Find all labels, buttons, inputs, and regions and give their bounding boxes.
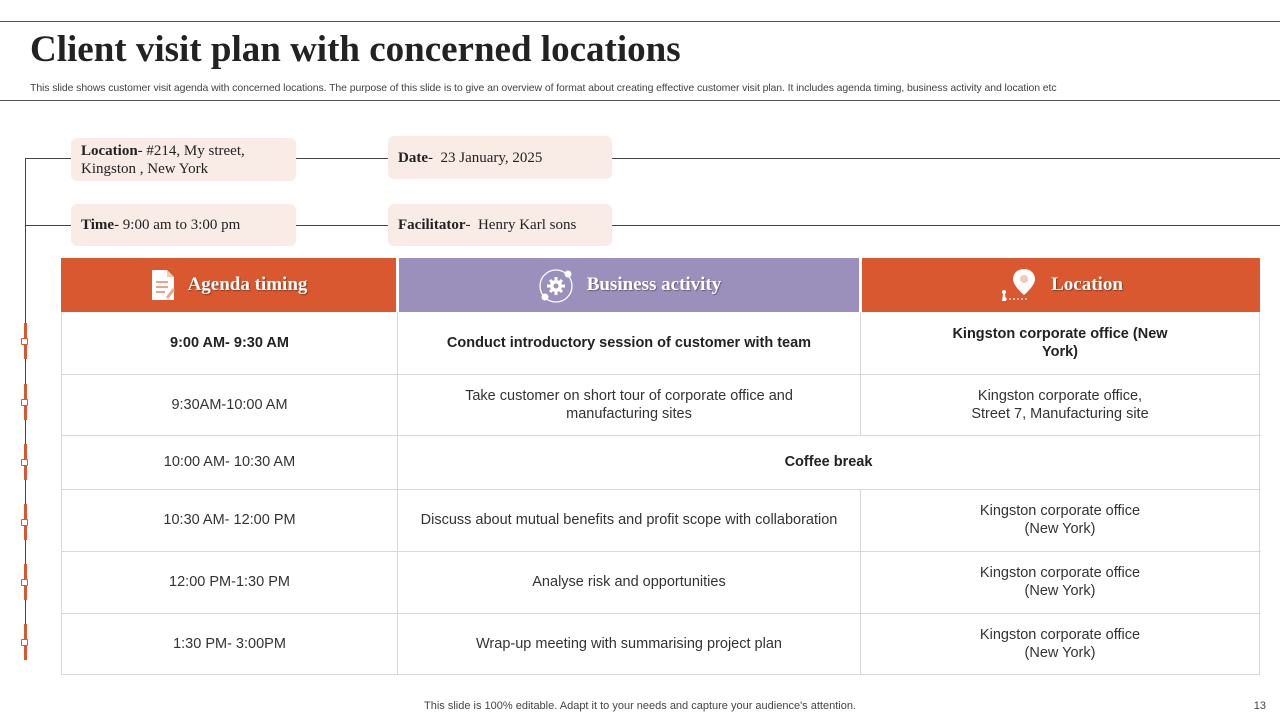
timeline-dot [21,519,28,526]
time-cell: 1:30 PM- 3:00PM [173,635,286,652]
date-pill [388,136,612,179]
timeline-dot [21,399,28,406]
title-rule [0,100,1280,101]
activity-cell: Analyse risk and opportunities [532,574,726,590]
header-activity-label: Business activity [586,274,722,295]
facilitator-label: Facilitator [398,217,466,233]
connector-line [25,158,71,159]
location-cell: Kingston corporate office (New York) [952,326,1168,360]
location-value: - #214, My street, Kingston , New York [81,143,245,177]
time-label: Time [81,217,115,233]
connector-line [612,158,1280,159]
date-label: Date [398,149,428,166]
activity-cell: Wrap-up meeting with summarising project plan [476,635,782,652]
time-cell: 12:00 PM-1:30 PM [169,574,290,590]
top-rule [0,21,1280,22]
timeline-dot [21,639,28,646]
map-pin-icon [999,267,1039,303]
time-pill [71,204,296,246]
activity-cell: Coffee break [784,454,873,470]
time-value: - 9:00 am to 3:00 pm [114,217,241,233]
timeline-dot [21,459,28,466]
location-cell: Kingston corporate office (New York) [979,503,1141,537]
footer-note: This slide is 100% editable. Adapt it to your needs and capture your audience's attention. [424,700,856,712]
location-cell: Kingston corporate office (New York) [979,565,1141,599]
time-cell: 9:30AM-10:00 AM [171,396,288,413]
gear-cycle-icon [537,266,575,304]
header-agenda-timing [61,258,396,312]
page-title: Client visit plan with concerned locations [30,29,681,70]
header-location-label: Location [1051,274,1123,295]
timeline-dot [21,338,28,345]
activity-cell: Discuss about mutual benefits and profit scope with collaboration [420,512,838,528]
document-icon [150,269,176,301]
header-location [862,258,1260,312]
connector-line [296,158,388,159]
activity-cell: Take customer on short tour of corporate office and manufacturing sites [465,387,793,422]
time-cell: 10:30 AM- 12:00 PM [163,512,296,528]
table-row [62,489,1261,552]
timeline-dot [21,579,28,586]
table-body [61,312,1260,675]
header-business-activity [399,258,859,312]
date-value: - 23 January, 2025 [428,149,543,166]
time-cell: 10:00 AM- 10:30 AM [163,454,296,470]
activity-cell: Conduct introductory session of customer with team [446,335,812,351]
table-row [62,613,1261,674]
connector-line [612,225,1280,226]
facilitator-pill [388,204,612,246]
location-cell: Kingston corporate office, Street 7, Manufacturing site [971,387,1149,422]
table-row [62,435,1261,490]
connector-line [296,225,388,226]
table-row [62,374,1261,436]
table-row [62,312,1261,375]
location-pill [71,138,296,181]
connector-line [25,225,71,226]
facilitator-value: - Henry Karl sons [465,217,577,233]
time-cell: 9:00 AM- 9:30 AM [170,335,289,351]
location-label: Location [81,143,138,159]
table-row [62,551,1261,614]
page-subtitle: This slide shows customer visit agenda with concerned locations. The purpose of this slide is to give an overview of format about creating effective customer visit plan. It includes agenda timing, business activity and location etc [30,82,1057,94]
location-cell: Kingston corporate office (New York) [979,626,1141,661]
header-agenda-label: Agenda timing [187,274,308,295]
page-number: 13 [1253,700,1266,712]
